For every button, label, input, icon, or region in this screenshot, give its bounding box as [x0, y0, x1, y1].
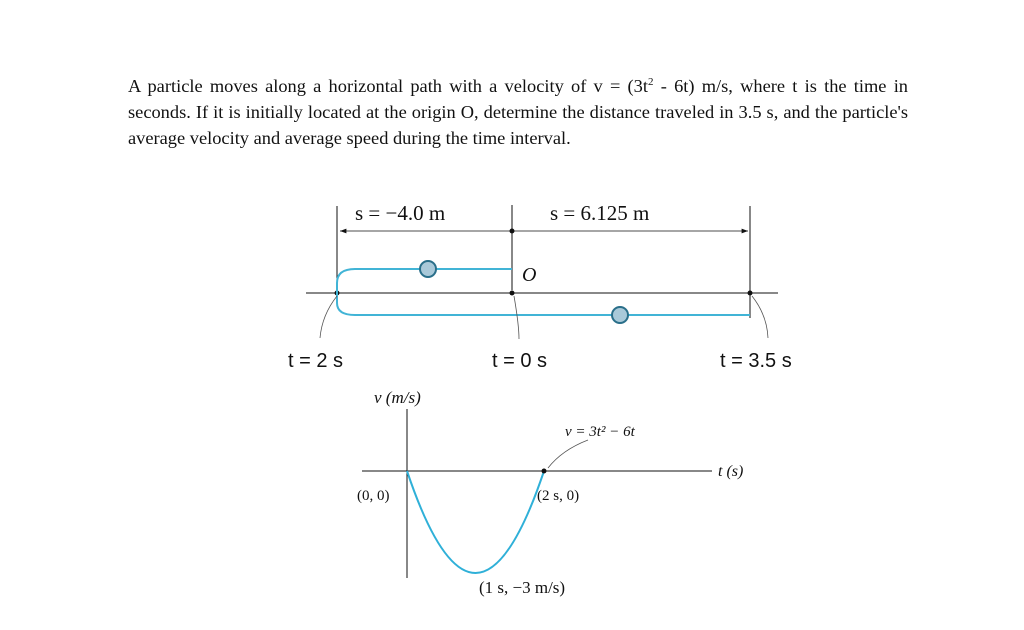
path-diagram	[288, 201, 792, 372]
velocity-curve	[407, 471, 544, 573]
problem-text-part2: - 6t) m/s, where t is the time in seconds. If it is initially located at the origin O, determine the distance traveled in 3.5 s, and the particle's average velocity and average speed during the time interval.	[128, 76, 908, 148]
point-origin-label: (0, 0)	[357, 488, 390, 504]
leader-right	[752, 296, 768, 338]
problem-exponent: 2	[648, 75, 654, 88]
dim-dot-origin	[510, 229, 515, 234]
origin-label: O	[522, 264, 537, 286]
point-min-label: (1 s, −3 m/s)	[479, 578, 566, 597]
t-mid-label: t = 0 s	[492, 350, 548, 372]
velocity-graph	[357, 388, 743, 597]
leader-mid	[514, 296, 519, 339]
equation-label: v = 3t² − 6t	[565, 424, 635, 440]
equation-leader	[548, 440, 588, 468]
t-left-label: t = 2 s	[288, 350, 344, 372]
t-axis-label: t (s)	[718, 463, 744, 480]
s-right-label: s = 6.125 m	[550, 201, 650, 225]
particle-lower	[612, 307, 628, 323]
point-root-label: (2 s, 0)	[537, 488, 580, 504]
axis-point-right	[748, 291, 753, 296]
t-right-label: t = 3.5 s	[720, 350, 792, 372]
leader-left	[320, 296, 337, 338]
particle-path	[337, 269, 750, 315]
s-left-label: s = −4.0 m	[355, 201, 446, 225]
problem-text-part1: A particle moves along a horizontal path with a velocity of v = (3t	[128, 76, 648, 96]
v-axis-label: v (m/s)	[374, 388, 421, 407]
axis-point-origin	[510, 291, 515, 296]
particle-upper	[420, 261, 436, 277]
curve-root-point	[542, 469, 547, 474]
